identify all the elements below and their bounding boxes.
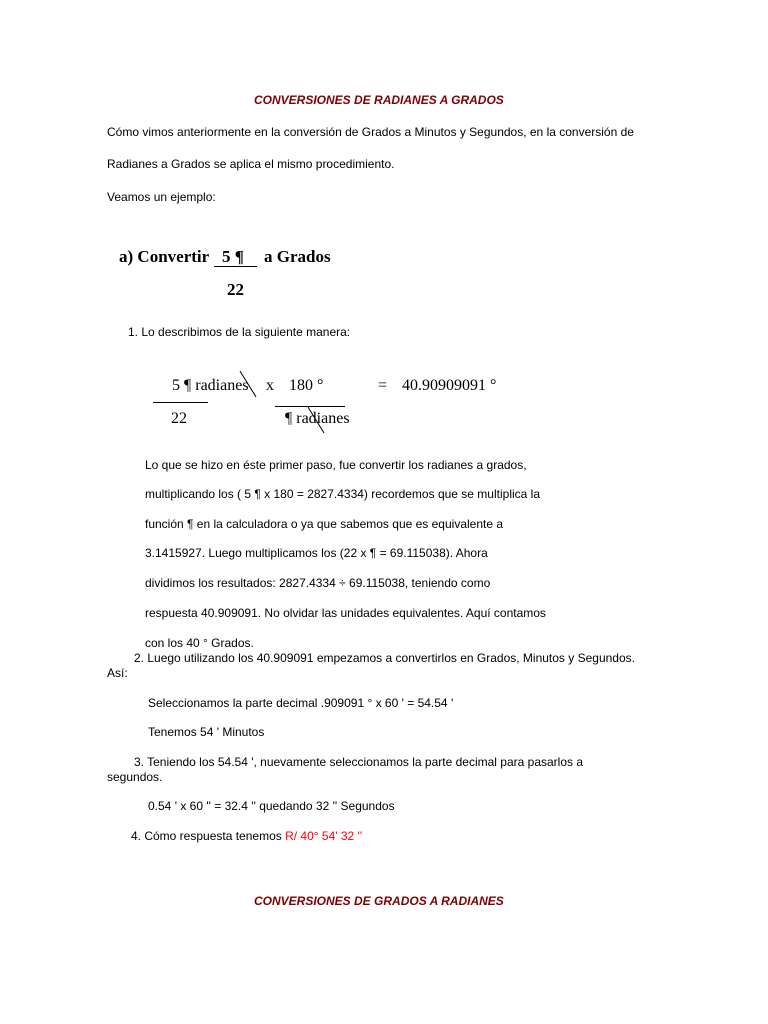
cancel-stroke-bottom [306, 405, 326, 435]
step-3-line-1: 3. Teniendo los 54.54 ', nuevamente seleccionamos la parte decimal para pasarlos a [134, 755, 584, 769]
step-2-line-2: Así: [107, 666, 128, 680]
section-title-radianes-a-grados: CONVERSIONES DE RADIANES A GRADOS [254, 93, 504, 107]
explanation-line-4: 3.1415927. Luego multiplicamos los (22 x ¶ = 69.115038). Ahora [145, 546, 488, 560]
intro-line-3: Veamos un ejemplo: [107, 190, 216, 204]
final-answer: R/ 40° 54' 32 '' [285, 829, 363, 843]
explanation-line-6: respuesta 40.909091. No olvidar las unidades equivalentes. Aquí contamos [145, 606, 546, 620]
explanation-line-2: multiplicando los ( 5 ¶ x 180 = 2827.4334) recordemos que se multiplica la [145, 487, 540, 501]
example-numerator: 5 ¶ [222, 247, 244, 266]
section-title-grados-a-radianes: CONVERSIONES DE GRADOS A RADIANES [254, 894, 504, 908]
formula-numerator-b: 180 ° [289, 377, 324, 394]
step-3-line-2: segundos. [107, 770, 163, 784]
intro-line-1: Cómo vimos anteriormente en la conversión de Grados a Minutos y Segundos, en la conversión de [107, 125, 634, 139]
example-prefix: a) Convertir [119, 247, 210, 266]
step-3-sub-1: 0.54 ' x 60 '' = 32.4 '' quedando 32 '' Segundos [148, 799, 395, 813]
step-2-sub-2: Tenemos 54 ' Minutos [148, 725, 265, 739]
formula-result: 40.90909091 ° [402, 377, 497, 394]
step-1: 1. Lo describimos de la siguiente manera: [128, 325, 351, 339]
formula-numerator-a: 5 ¶ radianes [172, 377, 249, 394]
explanation-line-5: dividimos los resultados: 2827.4334 ÷ 69.115038, teniendo como [145, 576, 491, 590]
step-2-sub-1: Seleccionamos la parte decimal .909091 ° x 60 ' = 54.54 ' [148, 696, 454, 710]
formula-fraction-bar-left [153, 402, 208, 403]
explanation-line-1: Lo que se hizo en éste primer paso, fue convertir los radianes a grados, [145, 458, 527, 472]
explanation-line-7: con los 40 ° Grados. [145, 636, 254, 650]
explanation-line-3: función ¶ en la calculadora o ya que sabemos que es equivalente a [145, 517, 504, 531]
step-2-line-1: 2. Luego utilizando los 40.909091 empezamos a convertirlos en Grados, Minutos y Segundos. [134, 651, 635, 665]
step-4 [131, 829, 362, 843]
example-denominator: 22 [227, 280, 244, 299]
formula-equals: = [378, 377, 388, 394]
example-suffix: a Grados [264, 247, 331, 266]
formula-denominator-a: 22 [171, 410, 187, 427]
step-4-prefix: 4. Cómo respuesta tenemos [131, 829, 286, 843]
intro-line-2: Radianes a Grados se aplica el mismo procedimiento. [107, 157, 395, 171]
formula-times: x [266, 377, 274, 394]
example-fraction-bar [214, 266, 257, 267]
formula-denominator-b: ¶ radianes [285, 410, 350, 427]
cancel-stroke-top [238, 369, 258, 399]
